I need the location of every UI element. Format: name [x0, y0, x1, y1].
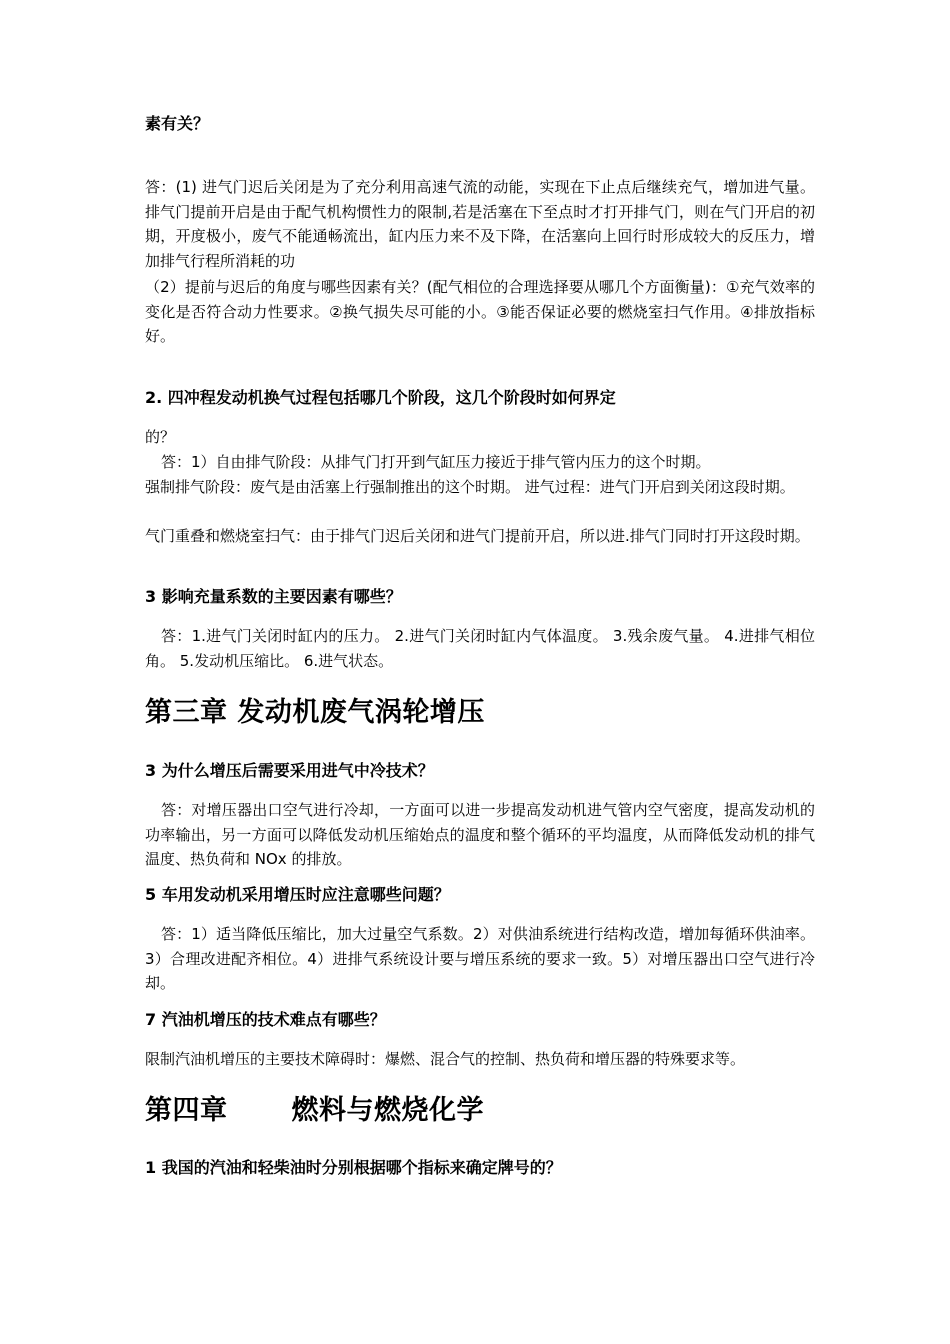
question-heading: 2. 四冲程发动机换气过程包括哪几个阶段，这几个阶段时如何界定	[145, 388, 616, 407]
answer-paragraph: 限制汽油机增压的主要技术障碍时：爆燃、混合气的控制、热负荷和增压器的特殊要求等。	[145, 1050, 746, 1068]
question-heading: 3 为什么增压后需要采用进气中冷技术？	[145, 761, 434, 780]
question-tail: 素有关？	[145, 114, 210, 133]
question-heading: 5 车用发动机采用增压时应注意哪些问题？	[145, 885, 450, 904]
answer-paragraph: 气门重叠和燃烧室扫气：由于排气门迟后关闭和进气门提前开启，所以进.排气门同时打开这段时期。	[145, 527, 810, 545]
answer-paragraph: 答：1）自由排气阶段：从排气门打开到气缸压力接近于排气管内压力的这个时期。	[161, 453, 711, 471]
chapter-name: 燃料与燃烧化学	[291, 1095, 484, 1126]
answer-paragraph: 强制排气阶段：废气是由活塞上行强制推出的这个时期。 进气过程：进气门开启到关闭这段时期。	[145, 478, 795, 496]
question-tail: 的？	[145, 428, 176, 446]
chapter-title	[145, 1093, 815, 1129]
answer-paragraph: 答：(1) 进气门迟后关闭是为了充分利用高速气流的动能，实现在下止点后继续充气，增加进气量。排气门提前开启是由于配气机构惯性力的限制,若是活塞在下至点时才打开排气门，则在气门开启的初期，开度极小，废气不能通畅流出，缸内压力来不及下降，在活塞向上回行时形成较大的反压力，增加排气行程所消耗的功	[145, 178, 815, 270]
answer-paragraph: （2）提前与迟后的角度与哪些因素有关？(配气相位的合理选择要从哪几个方面衡量)：①充气效率的变化是否符合动力性要求。②换气损失尽可能的小。③能否保证必要的燃烧室扫气作用。④排放指标好。	[145, 278, 815, 345]
chapter-title: 第三章 发动机废气涡轮增压	[145, 697, 485, 728]
answer-paragraph: 答：1）适当降低压缩比，加大过量空气系数。2）对供油系统进行结构改造，增加每循环供油率。3）合理改进配齐相位。4）进排气系统设计要与增压系统的要求一致。5）对增压器出口空气进行冷却。	[145, 925, 815, 992]
question-heading: 1 我国的汽油和轻柴油时分别根据哪个指标来确定牌号的？	[145, 1158, 562, 1177]
question-heading: 3 影响充量系数的主要因素有哪些？	[145, 587, 402, 606]
answer-paragraph: 答：1.进气门关闭时缸内的压力。 2.进气门关闭时缸内气体温度。 3.残余废气量。 4.进排气相位角。 5.发动机压缩比。 6.进气状态。	[145, 627, 815, 670]
question-heading: 7 汽油机增压的技术难点有哪些？	[145, 1010, 386, 1029]
answer-paragraph: 答：对增压器出口空气进行冷却，一方面可以进一步提高发动机进气管内空气密度，提高发动机的功率输出，另一方面可以降低发动机压缩始点的温度和整个循环的平均温度，从而降低发动机的排气温度、热负荷和 NOx 的排放。	[145, 801, 815, 868]
chapter-number: 第四章	[145, 1095, 228, 1126]
